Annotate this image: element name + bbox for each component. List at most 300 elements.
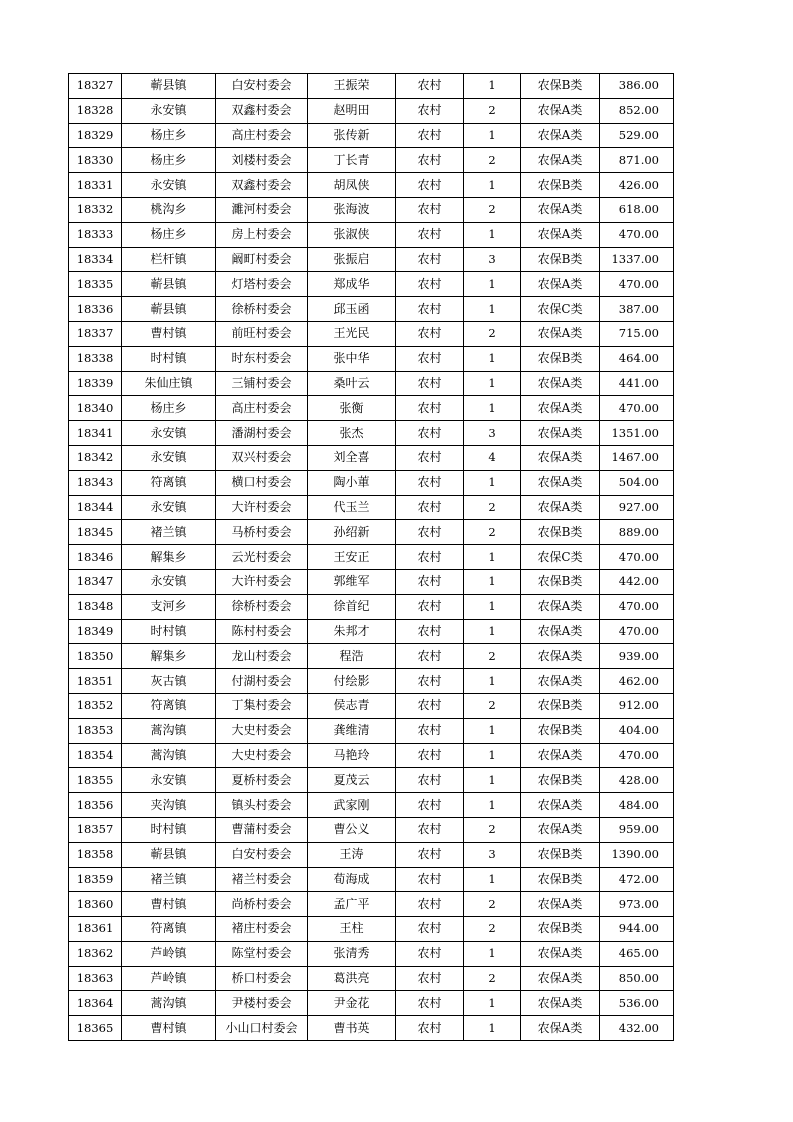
- table-row: [69, 321, 674, 346]
- village-committee-cell: 大史村委会: [216, 718, 308, 743]
- village-committee-cell: 时东村委会: [216, 346, 308, 371]
- household-type-cell: 农村: [396, 1016, 464, 1041]
- household-type-cell: 农村: [396, 495, 464, 520]
- village-committee-cell: 白安村委会: [216, 74, 308, 99]
- household-type-cell: 农村: [396, 371, 464, 396]
- township-cell: 夹沟镇: [122, 793, 216, 818]
- township-cell: 芦岭镇: [122, 966, 216, 991]
- insurance-category-cell: 农保A类: [521, 148, 600, 173]
- household-type-cell: 农村: [396, 743, 464, 768]
- amount-cell: 1337.00: [600, 247, 674, 272]
- household-type-cell: 农村: [396, 346, 464, 371]
- township-cell: 杨庄乡: [122, 396, 216, 421]
- household-type-cell: 农村: [396, 545, 464, 570]
- insurance-category-cell: 农保A类: [521, 371, 600, 396]
- persons-count-cell: 1: [464, 346, 521, 371]
- insurance-category-cell: 农保B类: [521, 346, 600, 371]
- serial-number-cell: 18334: [69, 247, 122, 272]
- township-cell: 时村镇: [122, 619, 216, 644]
- village-committee-cell: 陈堂村委会: [216, 941, 308, 966]
- household-type-cell: 农村: [396, 619, 464, 644]
- name-cell: 孟广平: [308, 892, 396, 917]
- household-type-cell: 农村: [396, 272, 464, 297]
- table-row: [69, 941, 674, 966]
- village-committee-cell: 双鑫村委会: [216, 173, 308, 198]
- township-cell: 解集乡: [122, 545, 216, 570]
- name-cell: 张海波: [308, 197, 396, 222]
- amount-cell: 973.00: [600, 892, 674, 917]
- table-row: [69, 991, 674, 1016]
- name-cell: 郭维军: [308, 569, 396, 594]
- name-cell: 王光民: [308, 321, 396, 346]
- serial-number-cell: 18362: [69, 941, 122, 966]
- table-row: [69, 272, 674, 297]
- table-row: [69, 644, 674, 669]
- village-committee-cell: 龙山村委会: [216, 644, 308, 669]
- village-committee-cell: 高庄村委会: [216, 396, 308, 421]
- table-row: [69, 569, 674, 594]
- persons-count-cell: 1: [464, 991, 521, 1016]
- persons-count-cell: 2: [464, 966, 521, 991]
- township-cell: 杨庄乡: [122, 123, 216, 148]
- village-committee-cell: 镇头村委会: [216, 793, 308, 818]
- table-row: [69, 669, 674, 694]
- persons-count-cell: 1: [464, 569, 521, 594]
- serial-number-cell: 18347: [69, 569, 122, 594]
- insurance-category-cell: 农保B类: [521, 718, 600, 743]
- amount-cell: 912.00: [600, 693, 674, 718]
- household-type-cell: 农村: [396, 396, 464, 421]
- household-type-cell: 农村: [396, 917, 464, 942]
- table-row: [69, 371, 674, 396]
- insurance-category-cell: 农保B类: [521, 917, 600, 942]
- persons-count-cell: 2: [464, 892, 521, 917]
- village-committee-cell: 云光村委会: [216, 545, 308, 570]
- amount-cell: 529.00: [600, 123, 674, 148]
- insurance-category-cell: 农保A类: [521, 123, 600, 148]
- insurance-category-cell: 农保B类: [521, 569, 600, 594]
- serial-number-cell: 18345: [69, 520, 122, 545]
- table-row: [69, 842, 674, 867]
- amount-cell: 852.00: [600, 98, 674, 123]
- table-row: [69, 495, 674, 520]
- household-type-cell: 农村: [396, 867, 464, 892]
- amount-cell: 944.00: [600, 917, 674, 942]
- name-cell: 王安正: [308, 545, 396, 570]
- amount-cell: 470.00: [600, 743, 674, 768]
- name-cell: 刘全喜: [308, 445, 396, 470]
- name-cell: 胡凤侠: [308, 173, 396, 198]
- name-cell: 张淑侠: [308, 222, 396, 247]
- insurance-category-cell: 农保A类: [521, 793, 600, 818]
- persons-count-cell: 1: [464, 396, 521, 421]
- persons-count-cell: 1: [464, 123, 521, 148]
- township-cell: 蒿沟镇: [122, 718, 216, 743]
- name-cell: 张传新: [308, 123, 396, 148]
- township-cell: 曹村镇: [122, 321, 216, 346]
- insurance-category-cell: 农保A类: [521, 197, 600, 222]
- name-cell: 程浩: [308, 644, 396, 669]
- village-committee-cell: 褚庄村委会: [216, 917, 308, 942]
- persons-count-cell: 1: [464, 941, 521, 966]
- insurance-category-cell: 农保A类: [521, 421, 600, 446]
- village-committee-cell: 褚兰村委会: [216, 867, 308, 892]
- table-row: [69, 470, 674, 495]
- name-cell: 武家刚: [308, 793, 396, 818]
- table-row: [69, 693, 674, 718]
- village-committee-cell: 阚町村委会: [216, 247, 308, 272]
- name-cell: 夏茂云: [308, 768, 396, 793]
- table-row: [69, 718, 674, 743]
- township-cell: 灰古镇: [122, 669, 216, 694]
- persons-count-cell: 1: [464, 272, 521, 297]
- table-row: [69, 421, 674, 446]
- amount-cell: 470.00: [600, 619, 674, 644]
- insurance-category-cell: 农保B类: [521, 768, 600, 793]
- township-cell: 曹村镇: [122, 1016, 216, 1041]
- serial-number-cell: 18343: [69, 470, 122, 495]
- village-committee-cell: 大史村委会: [216, 743, 308, 768]
- name-cell: 尹金花: [308, 991, 396, 1016]
- serial-number-cell: 18363: [69, 966, 122, 991]
- township-cell: 褚兰镇: [122, 867, 216, 892]
- village-committee-cell: 横口村委会: [216, 470, 308, 495]
- serial-number-cell: 18337: [69, 321, 122, 346]
- household-type-cell: 农村: [396, 817, 464, 842]
- township-cell: 曹村镇: [122, 892, 216, 917]
- village-committee-cell: 大许村委会: [216, 569, 308, 594]
- township-cell: 时村镇: [122, 346, 216, 371]
- amount-cell: 1467.00: [600, 445, 674, 470]
- insurance-category-cell: 农保A类: [521, 941, 600, 966]
- serial-number-cell: 18341: [69, 421, 122, 446]
- name-cell: 陶小莗: [308, 470, 396, 495]
- amount-cell: 470.00: [600, 594, 674, 619]
- name-cell: 张衡: [308, 396, 396, 421]
- village-committee-cell: 陈村村委会: [216, 619, 308, 644]
- serial-number-cell: 18358: [69, 842, 122, 867]
- township-cell: 时村镇: [122, 817, 216, 842]
- name-cell: 荀海成: [308, 867, 396, 892]
- insurance-category-cell: 农保A类: [521, 1016, 600, 1041]
- name-cell: 张杰: [308, 421, 396, 446]
- name-cell: 王涛: [308, 842, 396, 867]
- insurance-category-cell: 农保A类: [521, 321, 600, 346]
- name-cell: 桑叶云: [308, 371, 396, 396]
- persons-count-cell: 1: [464, 222, 521, 247]
- household-type-cell: 农村: [396, 718, 464, 743]
- amount-cell: 536.00: [600, 991, 674, 1016]
- persons-count-cell: 1: [464, 718, 521, 743]
- village-committee-cell: 濉河村委会: [216, 197, 308, 222]
- name-cell: 赵明田: [308, 98, 396, 123]
- village-committee-cell: 付湖村委会: [216, 669, 308, 694]
- serial-number-cell: 18327: [69, 74, 122, 99]
- table-row: [69, 817, 674, 842]
- serial-number-cell: 18364: [69, 991, 122, 1016]
- table-row: [69, 98, 674, 123]
- township-cell: 栏杆镇: [122, 247, 216, 272]
- persons-count-cell: 2: [464, 817, 521, 842]
- amount-cell: 1390.00: [600, 842, 674, 867]
- township-cell: 永安镇: [122, 173, 216, 198]
- persons-count-cell: 1: [464, 74, 521, 99]
- persons-count-cell: 1: [464, 669, 521, 694]
- table-row: [69, 594, 674, 619]
- insurance-category-cell: 农保B类: [521, 693, 600, 718]
- village-committee-cell: 大许村委会: [216, 495, 308, 520]
- name-cell: 郑成华: [308, 272, 396, 297]
- persons-count-cell: 2: [464, 693, 521, 718]
- persons-count-cell: 1: [464, 793, 521, 818]
- township-cell: 蕲县镇: [122, 842, 216, 867]
- amount-cell: 441.00: [600, 371, 674, 396]
- serial-number-cell: 18351: [69, 669, 122, 694]
- amount-cell: 715.00: [600, 321, 674, 346]
- household-type-cell: 农村: [396, 222, 464, 247]
- persons-count-cell: 1: [464, 619, 521, 644]
- village-committee-cell: 桥口村委会: [216, 966, 308, 991]
- name-cell: 侯志青: [308, 693, 396, 718]
- insurance-category-cell: 农保B类: [521, 842, 600, 867]
- serial-number-cell: 18357: [69, 817, 122, 842]
- household-type-cell: 农村: [396, 793, 464, 818]
- insurance-category-cell: 农保B类: [521, 173, 600, 198]
- household-type-cell: 农村: [396, 768, 464, 793]
- township-cell: 永安镇: [122, 768, 216, 793]
- name-cell: 徐首纪: [308, 594, 396, 619]
- amount-cell: 470.00: [600, 272, 674, 297]
- serial-number-cell: 18352: [69, 693, 122, 718]
- household-type-cell: 农村: [396, 421, 464, 446]
- table-row: [69, 197, 674, 222]
- household-type-cell: 农村: [396, 297, 464, 322]
- household-type-cell: 农村: [396, 569, 464, 594]
- persons-count-cell: 1: [464, 594, 521, 619]
- name-cell: 朱邦才: [308, 619, 396, 644]
- household-type-cell: 农村: [396, 74, 464, 99]
- village-committee-cell: 徐桥村委会: [216, 594, 308, 619]
- amount-cell: 442.00: [600, 569, 674, 594]
- serial-number-cell: 18344: [69, 495, 122, 520]
- table-row: [69, 445, 674, 470]
- village-committee-cell: 双鑫村委会: [216, 98, 308, 123]
- insurance-category-cell: 农保A类: [521, 966, 600, 991]
- persons-count-cell: 1: [464, 1016, 521, 1041]
- amount-cell: 432.00: [600, 1016, 674, 1041]
- township-cell: 支河乡: [122, 594, 216, 619]
- name-cell: 张振启: [308, 247, 396, 272]
- amount-cell: 1351.00: [600, 421, 674, 446]
- table-row: [69, 768, 674, 793]
- insurance-category-cell: 农保A类: [521, 669, 600, 694]
- village-committee-cell: 小山口村委会: [216, 1016, 308, 1041]
- table-row: [69, 793, 674, 818]
- village-committee-cell: 白安村委会: [216, 842, 308, 867]
- serial-number-cell: 18332: [69, 197, 122, 222]
- name-cell: 王振荣: [308, 74, 396, 99]
- household-type-cell: 农村: [396, 594, 464, 619]
- insurance-category-cell: 农保A类: [521, 619, 600, 644]
- township-cell: 蒿沟镇: [122, 743, 216, 768]
- insurance-category-cell: 农保C类: [521, 545, 600, 570]
- insurance-category-cell: 农保A类: [521, 495, 600, 520]
- village-committee-cell: 丁集村委会: [216, 693, 308, 718]
- name-cell: 孙绍新: [308, 520, 396, 545]
- amount-cell: 386.00: [600, 74, 674, 99]
- township-cell: 杨庄乡: [122, 148, 216, 173]
- serial-number-cell: 18338: [69, 346, 122, 371]
- village-committee-cell: 房上村委会: [216, 222, 308, 247]
- amount-cell: 465.00: [600, 941, 674, 966]
- amount-cell: 618.00: [600, 197, 674, 222]
- serial-number-cell: 18328: [69, 98, 122, 123]
- amount-cell: 959.00: [600, 817, 674, 842]
- township-cell: 永安镇: [122, 569, 216, 594]
- persons-count-cell: 2: [464, 148, 521, 173]
- serial-number-cell: 18330: [69, 148, 122, 173]
- amount-cell: 404.00: [600, 718, 674, 743]
- persons-count-cell: 1: [464, 867, 521, 892]
- insurance-category-cell: 农保A类: [521, 817, 600, 842]
- insurance-category-cell: 农保A类: [521, 644, 600, 669]
- insurance-category-cell: 农保B类: [521, 74, 600, 99]
- name-cell: 葛洪亮: [308, 966, 396, 991]
- serial-number-cell: 18339: [69, 371, 122, 396]
- village-committee-cell: 尹楼村委会: [216, 991, 308, 1016]
- village-committee-cell: 高庄村委会: [216, 123, 308, 148]
- table-row: [69, 173, 674, 198]
- amount-cell: 464.00: [600, 346, 674, 371]
- household-type-cell: 农村: [396, 173, 464, 198]
- amount-cell: 927.00: [600, 495, 674, 520]
- serial-number-cell: 18336: [69, 297, 122, 322]
- serial-number-cell: 18348: [69, 594, 122, 619]
- insurance-category-cell: 农保A类: [521, 222, 600, 247]
- persons-count-cell: 1: [464, 470, 521, 495]
- table-row: [69, 222, 674, 247]
- table-row: [69, 743, 674, 768]
- table-row: [69, 892, 674, 917]
- table-row: [69, 619, 674, 644]
- table-row: [69, 966, 674, 991]
- township-cell: 符离镇: [122, 470, 216, 495]
- serial-number-cell: 18340: [69, 396, 122, 421]
- amount-cell: 889.00: [600, 520, 674, 545]
- township-cell: 芦岭镇: [122, 941, 216, 966]
- insurance-category-cell: 农保A类: [521, 991, 600, 1016]
- table-row: [69, 74, 674, 99]
- insurance-category-cell: 农保A类: [521, 594, 600, 619]
- household-type-cell: 农村: [396, 98, 464, 123]
- name-cell: 丁长青: [308, 148, 396, 173]
- village-committee-cell: 夏桥村委会: [216, 768, 308, 793]
- serial-number-cell: 18335: [69, 272, 122, 297]
- township-cell: 杨庄乡: [122, 222, 216, 247]
- table-row: [69, 123, 674, 148]
- amount-cell: 387.00: [600, 297, 674, 322]
- village-committee-cell: 三铺村委会: [216, 371, 308, 396]
- serial-number-cell: 18365: [69, 1016, 122, 1041]
- amount-cell: 472.00: [600, 867, 674, 892]
- township-cell: 桃沟乡: [122, 197, 216, 222]
- persons-count-cell: 3: [464, 421, 521, 446]
- township-cell: 蕲县镇: [122, 74, 216, 99]
- name-cell: 王柱: [308, 917, 396, 942]
- persons-count-cell: 2: [464, 98, 521, 123]
- insurance-category-cell: 农保A类: [521, 98, 600, 123]
- serial-number-cell: 18333: [69, 222, 122, 247]
- serial-number-cell: 18350: [69, 644, 122, 669]
- township-cell: 解集乡: [122, 644, 216, 669]
- insurance-category-cell: 农保A类: [521, 743, 600, 768]
- township-cell: 永安镇: [122, 98, 216, 123]
- insurance-category-cell: 农保A类: [521, 445, 600, 470]
- table-row: [69, 867, 674, 892]
- insurance-category-cell: 农保B类: [521, 520, 600, 545]
- name-cell: 马艳玲: [308, 743, 396, 768]
- township-cell: 永安镇: [122, 421, 216, 446]
- township-cell: 褚兰镇: [122, 520, 216, 545]
- household-type-cell: 农村: [396, 669, 464, 694]
- village-committee-cell: 前旺村委会: [216, 321, 308, 346]
- table-row: [69, 148, 674, 173]
- persons-count-cell: 1: [464, 173, 521, 198]
- household-type-cell: 农村: [396, 470, 464, 495]
- insurance-category-cell: 农保B类: [521, 867, 600, 892]
- village-committee-cell: 马桥村委会: [216, 520, 308, 545]
- persons-count-cell: 2: [464, 520, 521, 545]
- persons-count-cell: 1: [464, 297, 521, 322]
- amount-cell: 470.00: [600, 545, 674, 570]
- village-committee-cell: 潘湖村委会: [216, 421, 308, 446]
- amount-cell: 871.00: [600, 148, 674, 173]
- household-type-cell: 农村: [396, 247, 464, 272]
- serial-number-cell: 18360: [69, 892, 122, 917]
- amount-cell: 470.00: [600, 396, 674, 421]
- name-cell: 付绘影: [308, 669, 396, 694]
- serial-number-cell: 18354: [69, 743, 122, 768]
- township-cell: 蕲县镇: [122, 297, 216, 322]
- household-type-cell: 农村: [396, 644, 464, 669]
- amount-cell: 426.00: [600, 173, 674, 198]
- village-committee-cell: 曹蒲村委会: [216, 817, 308, 842]
- table-row: [69, 520, 674, 545]
- persons-count-cell: 2: [464, 321, 521, 346]
- name-cell: 张清秀: [308, 941, 396, 966]
- household-type-cell: 农村: [396, 197, 464, 222]
- name-cell: 邱玉函: [308, 297, 396, 322]
- table-row: [69, 297, 674, 322]
- serial-number-cell: 18349: [69, 619, 122, 644]
- household-type-cell: 农村: [396, 966, 464, 991]
- table-row: [69, 396, 674, 421]
- persons-count-cell: 3: [464, 842, 521, 867]
- relief-roster-table: [68, 73, 674, 1041]
- serial-number-cell: 18331: [69, 173, 122, 198]
- table-row: [69, 247, 674, 272]
- name-cell: 代玉兰: [308, 495, 396, 520]
- insurance-category-cell: 农保A类: [521, 396, 600, 421]
- amount-cell: 470.00: [600, 222, 674, 247]
- household-type-cell: 农村: [396, 520, 464, 545]
- amount-cell: 939.00: [600, 644, 674, 669]
- persons-count-cell: 2: [464, 495, 521, 520]
- name-cell: 曹公义: [308, 817, 396, 842]
- table-body: [69, 74, 674, 1041]
- serial-number-cell: 18342: [69, 445, 122, 470]
- persons-count-cell: 2: [464, 917, 521, 942]
